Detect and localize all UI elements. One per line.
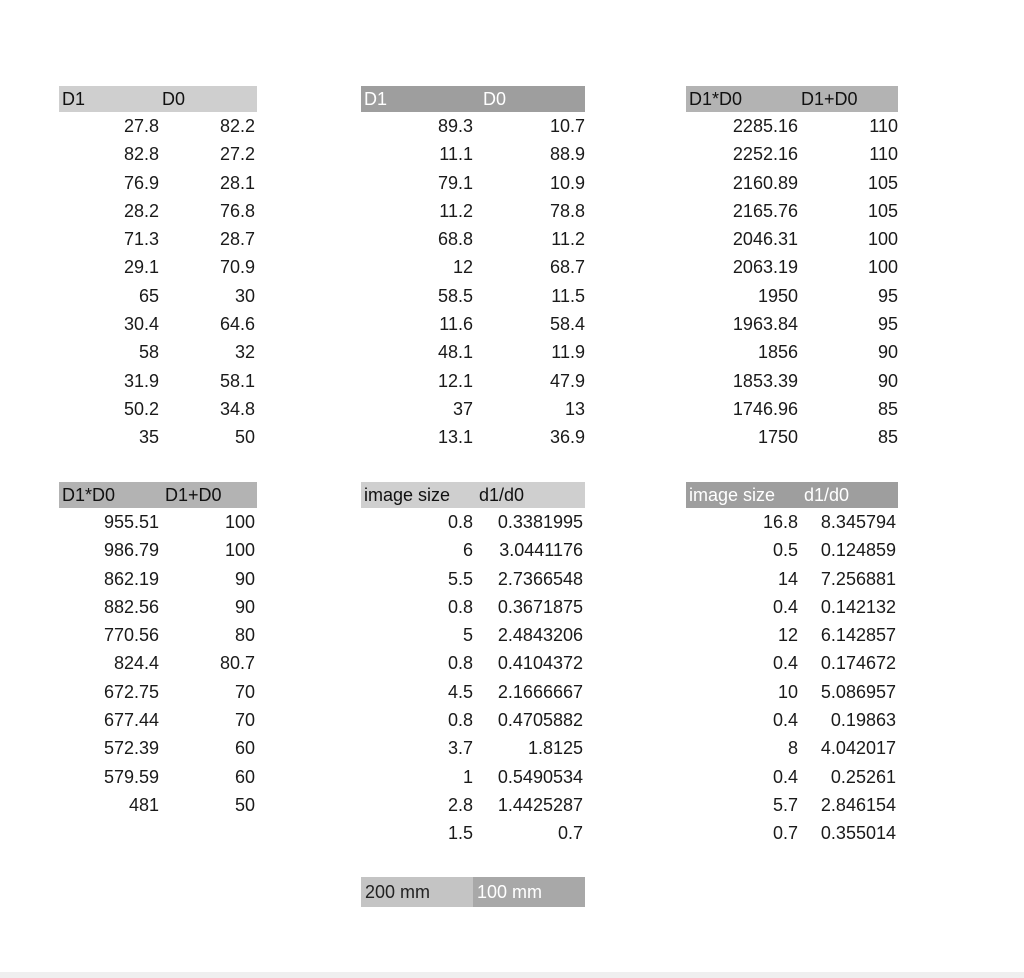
table-cell: 36.9 (549, 427, 585, 448)
table-row (59, 140, 257, 168)
table-cell: 100 (224, 512, 255, 532)
scale-footer (361, 877, 585, 907)
table-cell: 0.4104372 (497, 653, 583, 674)
table-row (686, 282, 898, 310)
table-cell: 0.4 (772, 653, 798, 674)
table-row (686, 621, 898, 649)
table-row (59, 678, 257, 706)
table-cell: 0.4 (772, 766, 798, 787)
table-cell: 70.9 (219, 257, 255, 278)
table-cell: 1856 (757, 342, 798, 363)
table-cell: 90 (877, 370, 898, 391)
table-cell: 58.5 (437, 285, 473, 306)
page-bottom-edge (0, 972, 1024, 978)
table-cell: 4.042017 (820, 738, 896, 759)
table-cell: 71.3 (123, 229, 159, 250)
table-cell: 27.2 (219, 144, 255, 165)
table-cell: 30 (234, 285, 255, 306)
table-cell: 955.51 (103, 512, 159, 532)
table-cell: 0.8 (447, 653, 473, 674)
table-cell: 2046.31 (732, 229, 798, 250)
header-cell: D0 (473, 86, 585, 112)
table-row (686, 565, 898, 593)
table-row (361, 169, 585, 197)
table-header (361, 482, 585, 508)
table-row (59, 593, 257, 621)
table-row (686, 593, 898, 621)
table-cell: 11.2 (439, 200, 473, 221)
table-cell: 58.1 (219, 370, 255, 391)
table-row (59, 112, 257, 140)
table-cell: 824.4 (113, 653, 159, 674)
table-row (361, 197, 585, 225)
table-cell: 2165.76 (732, 200, 798, 221)
table-row (361, 565, 585, 593)
table-cell: 79.1 (437, 172, 473, 193)
table-cell: 1.8125 (527, 738, 583, 759)
table-cell: 35 (138, 427, 159, 448)
table-cell: 0.7 (557, 823, 583, 844)
table-row (361, 678, 585, 706)
table-row (686, 649, 898, 677)
table-cell: 2.7366548 (497, 568, 583, 589)
table-cell: 105 (867, 172, 898, 193)
header-cell: d1/d0 (473, 482, 585, 508)
table-cell: 0.124859 (820, 540, 896, 561)
table-product-sum-b (59, 482, 257, 819)
table-cell: 80 (234, 625, 255, 646)
table-cell: 2063.19 (732, 257, 798, 278)
table-row (686, 763, 898, 791)
table-cell: 30.4 (123, 314, 159, 335)
table-cell: 85 (877, 427, 898, 448)
table-row (686, 395, 898, 423)
table-cell: 7.256881 (820, 568, 896, 589)
table-cell: 572.39 (103, 738, 159, 759)
table-row (361, 423, 585, 451)
table-cell: 50.2 (123, 398, 159, 419)
table-cell: 986.79 (103, 540, 159, 561)
table-cell: 8.345794 (820, 512, 896, 532)
table-row (361, 140, 585, 168)
table-cell: 0.142132 (820, 596, 896, 617)
table-cell: 12 (777, 625, 798, 646)
header-cell: image size (686, 482, 798, 508)
table-row (361, 253, 585, 281)
table-cell: 95 (877, 285, 898, 306)
table-cell: 0.3381995 (497, 512, 583, 532)
table-row (59, 253, 257, 281)
table-cell: 50 (234, 427, 255, 448)
table-cell: 6.142857 (820, 625, 896, 646)
table-cell: 0.174672 (820, 653, 896, 674)
table-product-sum-a (686, 86, 898, 452)
table-row (686, 140, 898, 168)
table-row (59, 791, 257, 819)
table-cell: 11.6 (439, 314, 473, 335)
table-row (686, 338, 898, 366)
table-row (361, 791, 585, 819)
table-row (59, 367, 257, 395)
table-cell: 1 (462, 766, 473, 787)
table-row (361, 763, 585, 791)
table-header (361, 86, 585, 112)
table-cell: 58.4 (549, 314, 585, 335)
table-cell: 2252.16 (732, 144, 798, 165)
table-cell: 1853.39 (732, 370, 798, 391)
table-cell: 2285.16 (732, 116, 798, 136)
table-cell: 90 (234, 596, 255, 617)
table-cell: 50 (234, 794, 255, 815)
table-cell: 6 (462, 540, 473, 561)
table-cell: 16.8 (762, 512, 798, 532)
table-cell: 0.4 (772, 710, 798, 731)
table-d1-d0-b (361, 86, 585, 452)
table-row (361, 649, 585, 677)
table-cell: 100 (867, 257, 898, 278)
header-cell: D0 (159, 86, 257, 112)
table-cell: 11.5 (551, 285, 585, 306)
table-cell: 60 (234, 738, 255, 759)
table-row (361, 367, 585, 395)
table-row (361, 536, 585, 564)
table-cell: 10.7 (549, 116, 585, 136)
table-cell: 0.4705882 (497, 710, 583, 731)
table-cell: 47.9 (549, 370, 585, 391)
table-cell: 1.4425287 (497, 794, 583, 815)
table-row (59, 621, 257, 649)
table-cell: 770.56 (103, 625, 159, 646)
table-cell: 14 (777, 568, 798, 589)
header-cell: D1 (59, 86, 159, 112)
table-cell: 28.7 (219, 229, 255, 250)
table-cell: 0.3671875 (497, 596, 583, 617)
table-cell: 90 (234, 568, 255, 589)
table-row (686, 197, 898, 225)
table-cell: 0.355014 (820, 823, 896, 844)
table-cell: 70 (234, 710, 255, 731)
table-cell: 28.2 (123, 200, 159, 221)
table-row (361, 621, 585, 649)
table-cell: 10.9 (549, 172, 585, 193)
table-row (361, 282, 585, 310)
table-row (686, 706, 898, 734)
table-cell: 579.59 (103, 766, 159, 787)
header-cell: D1+D0 (798, 86, 898, 112)
table-cell: 0.7 (772, 823, 798, 844)
table-row (686, 536, 898, 564)
table-cell: 85 (877, 398, 898, 419)
table-cell: 2160.89 (732, 172, 798, 193)
table-cell: 89.3 (437, 116, 473, 136)
table-cell: 677.44 (103, 710, 159, 731)
table-header (59, 482, 257, 508)
table-row (686, 423, 898, 451)
table-row (361, 310, 585, 338)
table-row (361, 395, 585, 423)
table-row (686, 678, 898, 706)
table-cell: 0.5 (772, 540, 798, 561)
table-cell: 0.8 (447, 596, 473, 617)
table-row (59, 508, 257, 536)
table-row (59, 310, 257, 338)
table-cell: 82.2 (219, 116, 255, 136)
table-cell: 2.846154 (820, 794, 896, 815)
table-cell: 65 (138, 285, 159, 306)
table-cell: 82.8 (123, 144, 159, 165)
table-row (59, 763, 257, 791)
table-row (686, 112, 898, 140)
table-row (361, 225, 585, 253)
table-cell: 11.2 (551, 229, 585, 250)
table-row (361, 508, 585, 536)
table-row (361, 734, 585, 762)
table-row (59, 536, 257, 564)
table-cell: 27.8 (123, 116, 159, 136)
table-cell: 68.7 (549, 257, 585, 278)
table-cell: 11.1 (439, 144, 473, 165)
header-cell: D1+D0 (159, 482, 257, 508)
table-row (686, 310, 898, 338)
table-image-size-ratio-b (686, 482, 898, 848)
table-cell: 31.9 (123, 370, 159, 391)
table-header (59, 86, 257, 112)
table-row (686, 253, 898, 281)
table-cell: 2.4843206 (497, 625, 583, 646)
table-row (361, 593, 585, 621)
table-cell: 110 (869, 116, 898, 136)
table-cell: 0.25261 (830, 766, 896, 787)
table-cell: 0.8 (447, 710, 473, 731)
table-row (686, 508, 898, 536)
table-cell: 12 (452, 257, 473, 278)
table-cell: 100 (224, 540, 255, 561)
table-cell: 11.9 (551, 342, 585, 363)
table-row (686, 791, 898, 819)
table-cell: 110 (869, 144, 898, 165)
table-cell: 0.5490534 (497, 766, 583, 787)
table-cell: 5.086957 (820, 681, 896, 702)
table-cell: 481 (128, 794, 159, 815)
table-header (686, 482, 898, 508)
table-cell: 862.19 (103, 568, 159, 589)
table-row (59, 282, 257, 310)
table-cell: 90 (877, 342, 898, 363)
scale-label-200mm: 200 mm (361, 877, 473, 907)
header-cell: image size (361, 482, 473, 508)
table-cell: 0.8 (447, 512, 473, 532)
table-row (361, 706, 585, 734)
table-cell: 1746.96 (732, 398, 798, 419)
header-cell: D1 (361, 86, 473, 112)
table-cell: 76.9 (123, 172, 159, 193)
table-row (361, 819, 585, 847)
table-cell: 34.8 (219, 398, 255, 419)
table-cell: 672.75 (103, 681, 159, 702)
table-cell: 3.0441176 (499, 540, 583, 561)
table-cell: 28.1 (219, 172, 255, 193)
table-cell: 10 (777, 681, 798, 702)
table-cell: 882.56 (103, 596, 159, 617)
table-row (59, 338, 257, 366)
table-cell: 64.6 (219, 314, 255, 335)
table-cell: 95 (877, 314, 898, 335)
table-cell: 60 (234, 766, 255, 787)
table-cell: 12.1 (437, 370, 473, 391)
table-row (59, 565, 257, 593)
header-cell: D1*D0 (686, 86, 798, 112)
table-row (686, 734, 898, 762)
table-row (59, 649, 257, 677)
table-cell: 2.1666667 (497, 681, 583, 702)
table-row (59, 395, 257, 423)
header-cell: d1/d0 (798, 482, 898, 508)
table-cell: 3.7 (447, 738, 473, 759)
table-cell: 5 (462, 625, 473, 646)
table-cell: 78.8 (549, 200, 585, 221)
table-cell: 100 (867, 229, 898, 250)
table-cell: 105 (867, 200, 898, 221)
table-cell: 13.1 (437, 427, 473, 448)
table-cell: 70 (234, 681, 255, 702)
table-cell: 0.19863 (830, 710, 896, 731)
header-cell: D1*D0 (59, 482, 159, 508)
table-cell: 32 (234, 342, 255, 363)
table-cell: 48.1 (437, 342, 473, 363)
table-image-size-ratio-a (361, 482, 585, 848)
table-cell: 1963.84 (732, 314, 798, 335)
table-row (686, 819, 898, 847)
table-row (686, 367, 898, 395)
table-cell: 2.8 (447, 794, 473, 815)
table-row (686, 169, 898, 197)
table-header (686, 86, 898, 112)
table-cell: 88.9 (549, 144, 585, 165)
table-row (59, 197, 257, 225)
scale-label-100mm: 100 mm (473, 877, 585, 907)
table-d1-d0-a (59, 86, 257, 452)
table-cell: 29.1 (123, 257, 159, 278)
table-row (59, 734, 257, 762)
table-row (361, 338, 585, 366)
table-cell: 1.5 (447, 823, 473, 844)
table-cell: 58 (138, 342, 159, 363)
table-cell: 1750 (757, 427, 798, 448)
table-cell: 76.8 (219, 200, 255, 221)
table-row (59, 423, 257, 451)
table-cell: 80.7 (219, 653, 255, 674)
table-cell: 1950 (757, 285, 798, 306)
table-row (686, 225, 898, 253)
table-row (59, 169, 257, 197)
table-cell: 8 (787, 738, 798, 759)
table-cell: 4.5 (447, 681, 473, 702)
table-cell: 5.7 (772, 794, 798, 815)
table-cell: 0.4 (772, 596, 798, 617)
table-cell: 68.8 (437, 229, 473, 250)
table-cell: 37 (452, 398, 473, 419)
table-cell: 5.5 (447, 568, 473, 589)
table-cell: 13 (564, 398, 585, 419)
table-row (59, 225, 257, 253)
table-row (361, 112, 585, 140)
table-row (59, 706, 257, 734)
